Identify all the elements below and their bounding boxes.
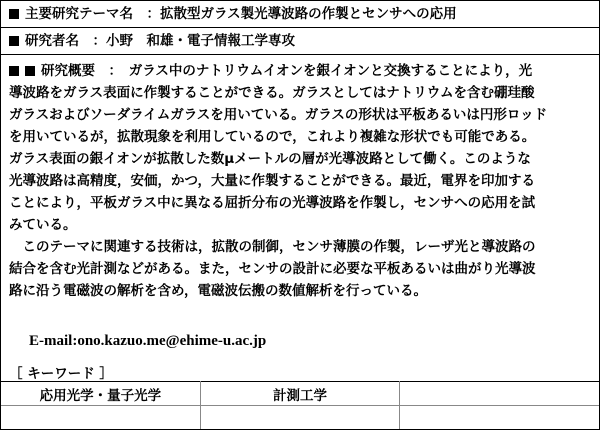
researcher-value: 小野 和雄・電子情報工学専攻 — [106, 33, 295, 49]
table-row — [1, 406, 599, 430]
researcher-row — [1, 28, 599, 55]
keywords-label: ［ キーワード ］ — [9, 366, 113, 382]
keyword-cell — [1, 406, 200, 430]
keyword-cell: 応用光学・量子光学 — [1, 382, 200, 406]
email-address[interactable]: E-mail:ono.kazuo.me@ehime-u.ac.jp — [29, 333, 267, 349]
summary-separator: ： — [108, 63, 116, 79]
summary-line: ガラスおよびソーダライムガラスを用いている。ガラスの形状は平板あるいは円形ロッド — [9, 107, 548, 123]
square-bullet-icon — [9, 66, 19, 76]
summary-label: 研究概要 — [41, 63, 95, 79]
theme-line — [9, 6, 457, 22]
summary-line: 路に沿う電磁波の解析を含め，電磁波伝搬の数値解析を行っている。 — [9, 283, 427, 299]
keyword-cell — [200, 406, 399, 430]
keyword-cell — [400, 382, 599, 406]
summary-line: 光導波路は高精度，安価，かつ，大量に作製することができる。最近，電界を印加する — [9, 173, 535, 189]
table-row — [1, 382, 599, 406]
summary-line: ことにより，平板ガラス中に異なる屈折分布の光導波路を作製し，センサへの応用を試 — [9, 195, 536, 211]
square-bullet-icon — [25, 66, 35, 76]
summary-line: 結合を含む光計測などがある。また，センサの設計に必要な平板あるいは曲がり光導波 — [9, 261, 536, 277]
summary-line: ガラス中のナトリウムイオンを銀イオンと交換することにより，光 — [128, 63, 533, 79]
theme-value: 拡散型ガラス製光導波路の作製とセンサへの応用 — [160, 6, 457, 22]
summary-line: ガラス表面の銀イオンが拡散した数μメートルの層が光導波路として働く。このような — [9, 151, 531, 167]
summary-line: みている。 — [9, 217, 77, 233]
theme-separator: ： — [146, 6, 160, 22]
summary-first-line — [9, 60, 597, 82]
researcher-separator: ： — [92, 33, 106, 49]
keyword-cell: 計測工学 — [200, 382, 399, 406]
keywords-table — [1, 381, 599, 429]
summary-line: このテーマに関連する技術は，拡散の制御，センサ薄膜の作製，レーザ光と導波路の — [9, 239, 536, 255]
square-bullet-icon — [9, 9, 19, 19]
keyword-cell — [400, 406, 599, 430]
theme-row — [1, 1, 599, 28]
square-bullet-icon — [9, 36, 19, 46]
summary-line: を用いているが，拡散現象を利用しているので，これより複雑な形状でも可能である。 — [9, 129, 536, 145]
summary-line: 導波路をガラス表面に作製することができる。ガラスとしてはナトリウムを含む硼珪酸 — [9, 85, 535, 101]
theme-label: 主要研究テーマ名 — [25, 6, 133, 22]
researcher-line — [9, 33, 295, 49]
researcher-label: 研究者名 — [25, 33, 79, 49]
summary-section — [9, 60, 597, 302]
